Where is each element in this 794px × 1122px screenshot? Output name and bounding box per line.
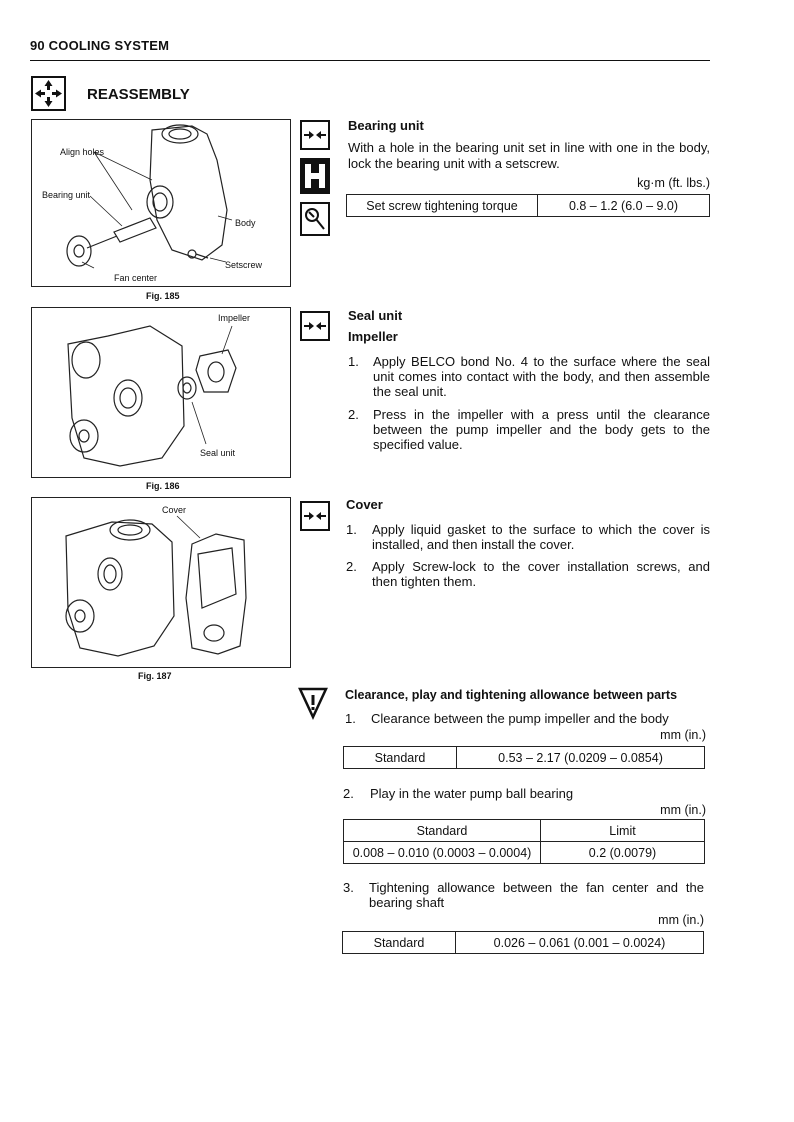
standard-label: Standard	[343, 932, 456, 954]
list-number: 1.	[345, 711, 356, 726]
torque-label: Set screw tightening torque	[347, 195, 538, 217]
clearance-title: Clearance, play and tightening allowance between parts	[345, 688, 678, 702]
label-body: Body	[235, 218, 256, 228]
press-fit-arrows-icon	[300, 501, 330, 531]
impeller-subtitle: Impeller	[348, 329, 398, 344]
reassembly-arrows-icon	[31, 76, 66, 111]
pump-cover-illustration	[32, 498, 290, 667]
cover-step-2: Apply Screw-lock to the cover installation screws, and then tighten them.	[372, 559, 710, 589]
list-number: 1.	[348, 354, 359, 369]
figure-caption: Fig. 185	[146, 291, 180, 301]
standard-value: 0.53 – 2.17 (0.0209 – 0.0854)	[457, 747, 705, 769]
press-fit-arrows-icon	[300, 120, 330, 150]
section-title: REASSEMBLY	[87, 86, 190, 103]
clearance-item-3-text: Tightening allowance between the fan center and the bearing shaft	[369, 880, 704, 910]
cover-title: Cover	[346, 497, 383, 512]
bearing-unit-text: With a hole in the bearing unit set in line with one in the body, lock the bearing unit with a setscrew.	[348, 140, 710, 171]
impeller-clearance-table	[343, 746, 705, 769]
bearing-install-icon	[300, 158, 330, 194]
clearance-unit: mm (in.)	[660, 728, 706, 742]
figure-caption: Fig. 186	[146, 481, 180, 491]
limit-value: 0.2 (0.0079)	[541, 842, 705, 864]
header-rule	[30, 60, 710, 61]
clearance-item-1-text: Clearance between the pump impeller and the body	[371, 711, 669, 726]
label-cover: Cover	[162, 505, 187, 515]
torque-wrench-icon	[300, 202, 330, 236]
list-number: 3.	[343, 880, 354, 895]
list-number: 1.	[346, 522, 357, 537]
standard-header: Standard	[344, 820, 541, 842]
figure-185	[31, 119, 291, 287]
play-unit: mm (in.)	[660, 803, 706, 817]
clearance-item-2-text: Play in the water pump ball bearing	[370, 786, 574, 801]
torque-unit: kg·m (ft. lbs.)	[637, 176, 710, 190]
figure-186	[31, 307, 291, 478]
page-header: 90 COOLING SYSTEM	[30, 38, 170, 53]
press-fit-arrows-icon	[300, 311, 330, 341]
list-number: 2.	[348, 407, 359, 422]
figure-187	[31, 497, 291, 668]
caution-triangle-icon	[298, 686, 328, 720]
standard-value: 0.008 – 0.010 (0.0003 – 0.0004)	[344, 842, 541, 864]
label-bearing-unit: Bearing unit	[42, 190, 91, 200]
label-align-holes: Align holes	[60, 147, 105, 157]
label-setscrew: Setscrew	[225, 260, 263, 270]
list-number: 2.	[343, 786, 354, 801]
seal-step-2: Press in the impeller with a press until the clearance between the pump impeller and the body gets to the specified value.	[373, 407, 710, 452]
figure-caption: Fig. 187	[138, 671, 172, 681]
cover-step-1: Apply liquid gasket to the surface to which the cover is installed, and then install the cover.	[372, 522, 710, 552]
label-seal-unit: Seal unit	[200, 448, 236, 458]
list-number: 2.	[346, 559, 357, 574]
standard-value: 0.026 – 0.061 (0.001 – 0.0024)	[456, 932, 704, 954]
allowance-unit: mm (in.)	[658, 913, 704, 927]
bearing-unit-title: Bearing unit	[348, 118, 424, 133]
torque-value: 0.8 – 1.2 (6.0 – 9.0)	[538, 195, 710, 217]
seal-step-1: Apply BELCO bond No. 4 to the surface where the seal unit comes into contact with the body, and then assemble the seal unit.	[373, 354, 710, 399]
label-fan-center: Fan center	[114, 273, 158, 283]
standard-label: Standard	[344, 747, 457, 769]
bearing-play-table	[343, 819, 705, 864]
label-impeller: Impeller	[218, 313, 251, 323]
seal-unit-title: Seal unit	[348, 308, 403, 323]
torque-table	[346, 194, 710, 217]
limit-header: Limit	[541, 820, 705, 842]
tightening-allowance-table	[342, 931, 704, 954]
pump-seal-illustration	[32, 308, 290, 477]
